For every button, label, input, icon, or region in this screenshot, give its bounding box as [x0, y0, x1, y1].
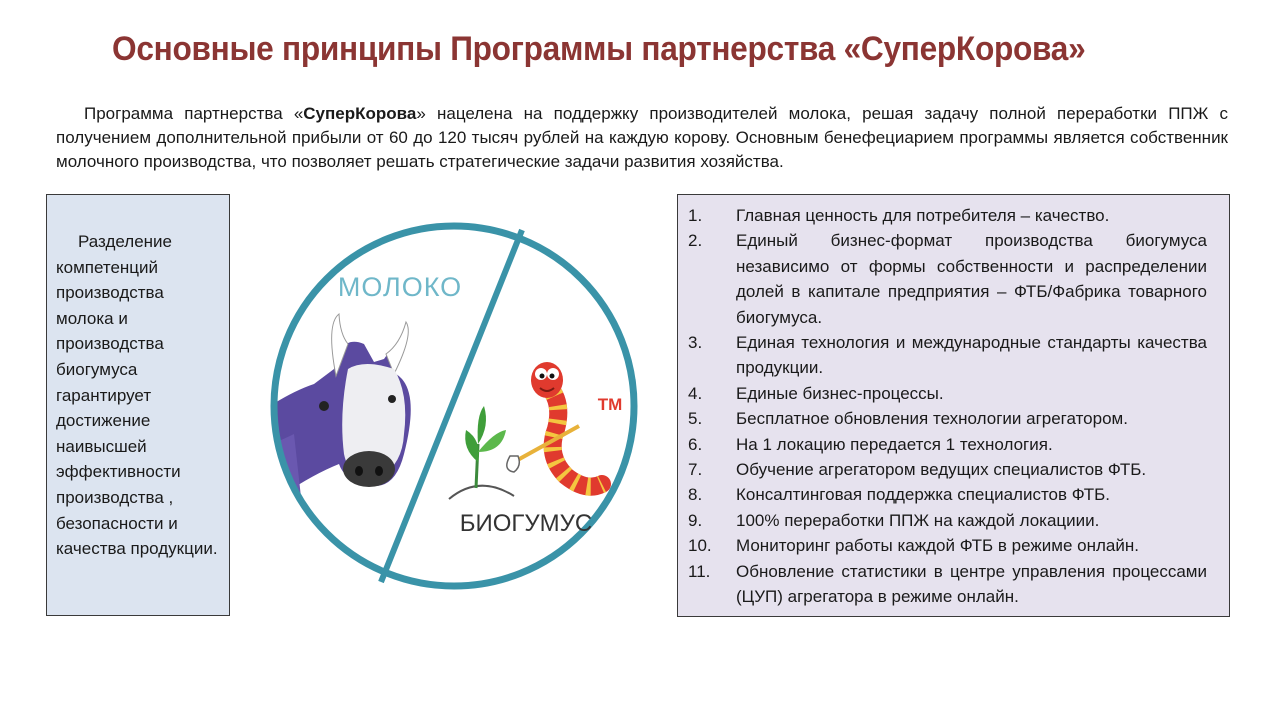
principle-item: [688, 330, 1207, 381]
intro-text-after: » нацелена на поддержку производителей молока, решая задачу полной переработки ППЖ с получением дополнительной прибыли от 60 до 120 тысяч рублей на каждую корову. Основным бенефециарием программы является собственник молочного производства, что позволяет решать стратегические задачи развития хозяйства.: [56, 104, 1229, 171]
principles-box: [677, 194, 1230, 617]
principle-text: Единая технология и международные стандарты качества продукции.: [736, 333, 1207, 378]
principle-text: Бесплатное обновления технологии агрегатором.: [736, 409, 1128, 429]
principle-item: [688, 228, 1207, 330]
principle-number: 7.: [688, 460, 703, 480]
principle-item: [688, 559, 1207, 610]
principle-number: 6.: [688, 434, 703, 454]
principle-item: [688, 482, 1207, 507]
principle-item: [688, 432, 1207, 457]
intro-brand-name: СуперКорова: [303, 104, 417, 123]
principle-number: 8.: [688, 485, 703, 505]
principle-item: [688, 203, 1207, 228]
principle-item: [688, 406, 1207, 431]
principle-text: Единый бизнес-формат производства биогумуса независимо от формы собственности и распределении долей в капитале предприятия – ФТБ/Фабрика товарного биогумуса.: [736, 231, 1207, 327]
slide-title: Основные принципы Программы партнерства «СуперКорова»: [112, 30, 1086, 68]
principle-number: 9.: [688, 510, 703, 530]
biohumus-label: БИОГУМУС: [459, 510, 593, 537]
milk-label: МОЛОКО: [337, 272, 463, 302]
principle-item: [688, 508, 1207, 533]
principle-number: 5.: [688, 409, 703, 429]
principle-text: 100% переработки ППЖ на каждой локациии.: [736, 510, 1100, 530]
principle-text: На 1 локацию передается 1 технология.: [736, 434, 1053, 454]
principles-list: [688, 203, 1207, 610]
trademark-label: TM: [597, 395, 623, 414]
principle-text: Главная ценность для потребителя – качество.: [736, 206, 1110, 225]
intro-paragraph: [56, 102, 1228, 174]
principle-number: 1.: [688, 206, 703, 225]
principle-item: [688, 533, 1207, 558]
principle-number: 3.: [688, 333, 703, 353]
principle-item: [688, 457, 1207, 482]
principle-text: Единые бизнес-процессы.: [736, 383, 944, 403]
principle-number: 11.: [688, 561, 711, 581]
principle-text: Консалтинговая поддержка специалистов ФТБ.: [736, 485, 1110, 505]
principle-text: Мониторинг работы каждой ФТБ в режиме онлайн.: [736, 536, 1139, 556]
supercow-logo: [244, 194, 664, 614]
principle-item: [688, 381, 1207, 406]
intro-text-before: Программа партнерства «: [84, 104, 304, 123]
competence-box: [46, 194, 230, 616]
principle-number: 2.: [688, 231, 703, 251]
principle-text: Обновление статистики в центре управления процессами (ЦУП) агрегатора в режиме онлайн.: [736, 561, 1207, 607]
principle-number: 4.: [688, 383, 703, 403]
principle-number: 10.: [688, 536, 712, 556]
principle-text: Обучение агрегатором ведущих специалистов ФТБ.: [736, 460, 1147, 480]
competence-text: Разделение компетенций производства молока и производства биогумуса гарантирует достижение наивысшей эффективности производства , безопасности и качества продукции.: [56, 232, 218, 559]
